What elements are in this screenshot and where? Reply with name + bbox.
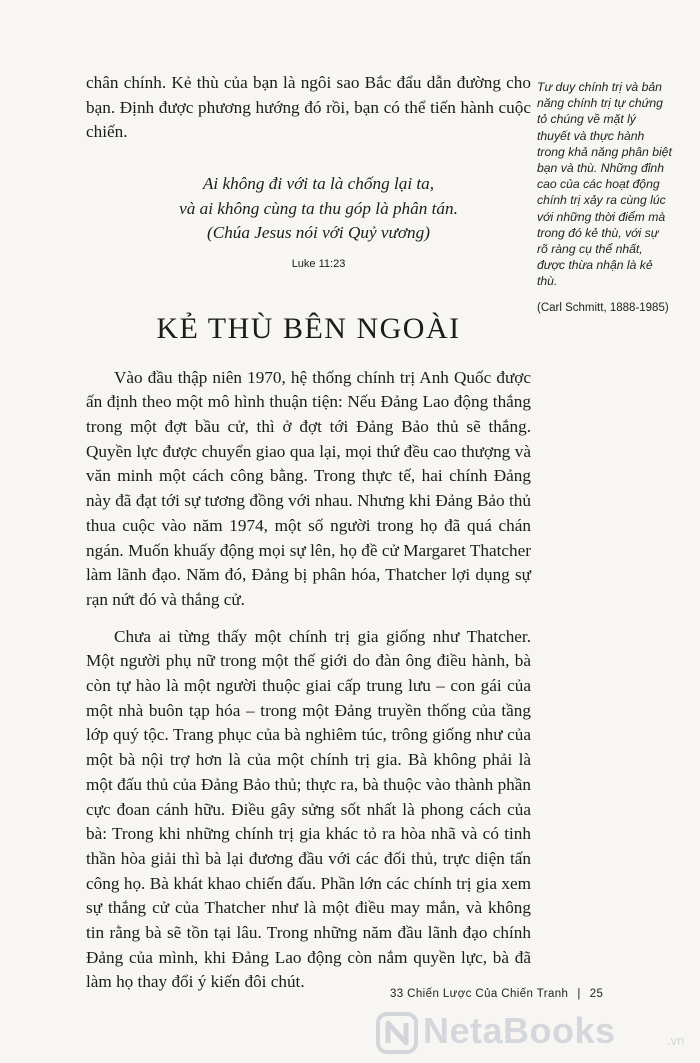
sidebar-attribution: (Carl Schmitt, 1888-1985) xyxy=(537,301,669,314)
footer-separator: | xyxy=(577,988,581,1000)
section-heading: KẺ THÙ BÊN NGOÀI xyxy=(156,311,461,345)
sidebar-quote: Tư duy chính trị và bản năng chính trị tự chứng tỏ chúng về mặt lý thuyết và thực hành trong khả năng phân biệt bạn và thù. Những đỉnh cao của các hoạt động chính trị xảy ra cùng lúc với những thời điểm mà trong đó kẻ thù, với sự rõ ràng cụ thể nhất, được thừa nhận là kẻ thù. xyxy=(537,80,672,289)
watermark-brand: NetaBooks xyxy=(423,1010,616,1051)
main-column xyxy=(86,71,531,995)
epigraph-line-1: Ai không đi với ta là chống lại ta, xyxy=(202,174,435,194)
opening-paragraph: chân chính. Kẻ thù của bạn là ngôi sao Bắc đẩu dẫn đường cho bạn. Định được phương hướng đó rồi, bạn có thể tiến hành cuộc chiến. xyxy=(86,73,531,142)
netabooks-logo-icon xyxy=(375,1011,419,1055)
sidebar-quote-box xyxy=(537,79,672,316)
watermark-suffix: .vn xyxy=(667,1033,685,1048)
epigraph-line-2: và ai không cùng ta thu góp là phân tán. xyxy=(179,198,458,218)
epigraph-source: Luke 11:23 xyxy=(291,257,346,270)
body-paragraph-1: Vào đầu thập niên 1970, hệ thống chính trị Anh Quốc được ấn định theo một mô hình thuận tiện: Nếu Đảng Lao động thắng trong một đợt bầu cử, thì ở đợt tới Đảng Bảo thủ sẽ thắng. Quyền lực được chuyển giao qua lại, mọi thứ đều cao thượng và văn minh một cách công bằng. Trong thực tế, hai chính Đảng này đã đạt tới sự tương đồng với nhau. Nhưng khi Đảng Bảo thủ thua cuộc vào năm 1974, một số người trong họ đã quá chán ngán. Muốn khuấy động mọi sự lên, họ đề cử Margaret Thatcher làm lãnh đạo. Năm đó, Đảng bị phân hóa, Thatcher lợi dụng sự rạn nứt đó và thắng cử. xyxy=(86,367,531,609)
epigraph-line-3: (Chúa Jesus nói với Quỷ vương) xyxy=(207,223,430,243)
page-number: 25 xyxy=(589,988,604,1000)
footer-book-title: 33 Chiến Lược Của Chiến Tranh xyxy=(390,988,569,1000)
body-paragraph-2: Chưa ai từng thấy một chính trị gia giống như Thatcher. Một người phụ nữ trong một thế giới do đàn ông điều hành, bà còn tự hào là một người thuộc giai cấp trung lưu – con gái của một nhà buôn tạp hóa – trong một Đảng truyền thống của tầng lớp quý tộc. Trang phục của bà nghiêm túc, trông giống như của một bà nội trợ hơn là của một chính trị gia. Bà không phải là một đấu thủ của Đảng Bảo thủ; thực ra, bà thuộc vào thành phần cực đoan cánh hữu. Điều gây sửng sốt nhất là phong cách của bà: Trong khi những chính trị gia khác tỏ ra hòa nhã và có tinh thần hòa giải thì bà lại đương đầu với các đối thủ, trực diện tấn công họ. Bà khát khao chiến đấu. Phần lớn các chính trị gia xem sự thắng cử của Thatcher như là một điều may mắn, và không tin rằng bà sẽ tồn tại lâu. Trong những năm đầu lãnh đạo chính Đảng của mình, khi Đảng Lao động còn nắm quyền lực, bà đã làm họ thay đổi ý kiến đôi chút. xyxy=(86,626,531,992)
page-footer xyxy=(390,988,670,1000)
watermark xyxy=(375,1008,695,1058)
epigraph xyxy=(86,172,531,270)
